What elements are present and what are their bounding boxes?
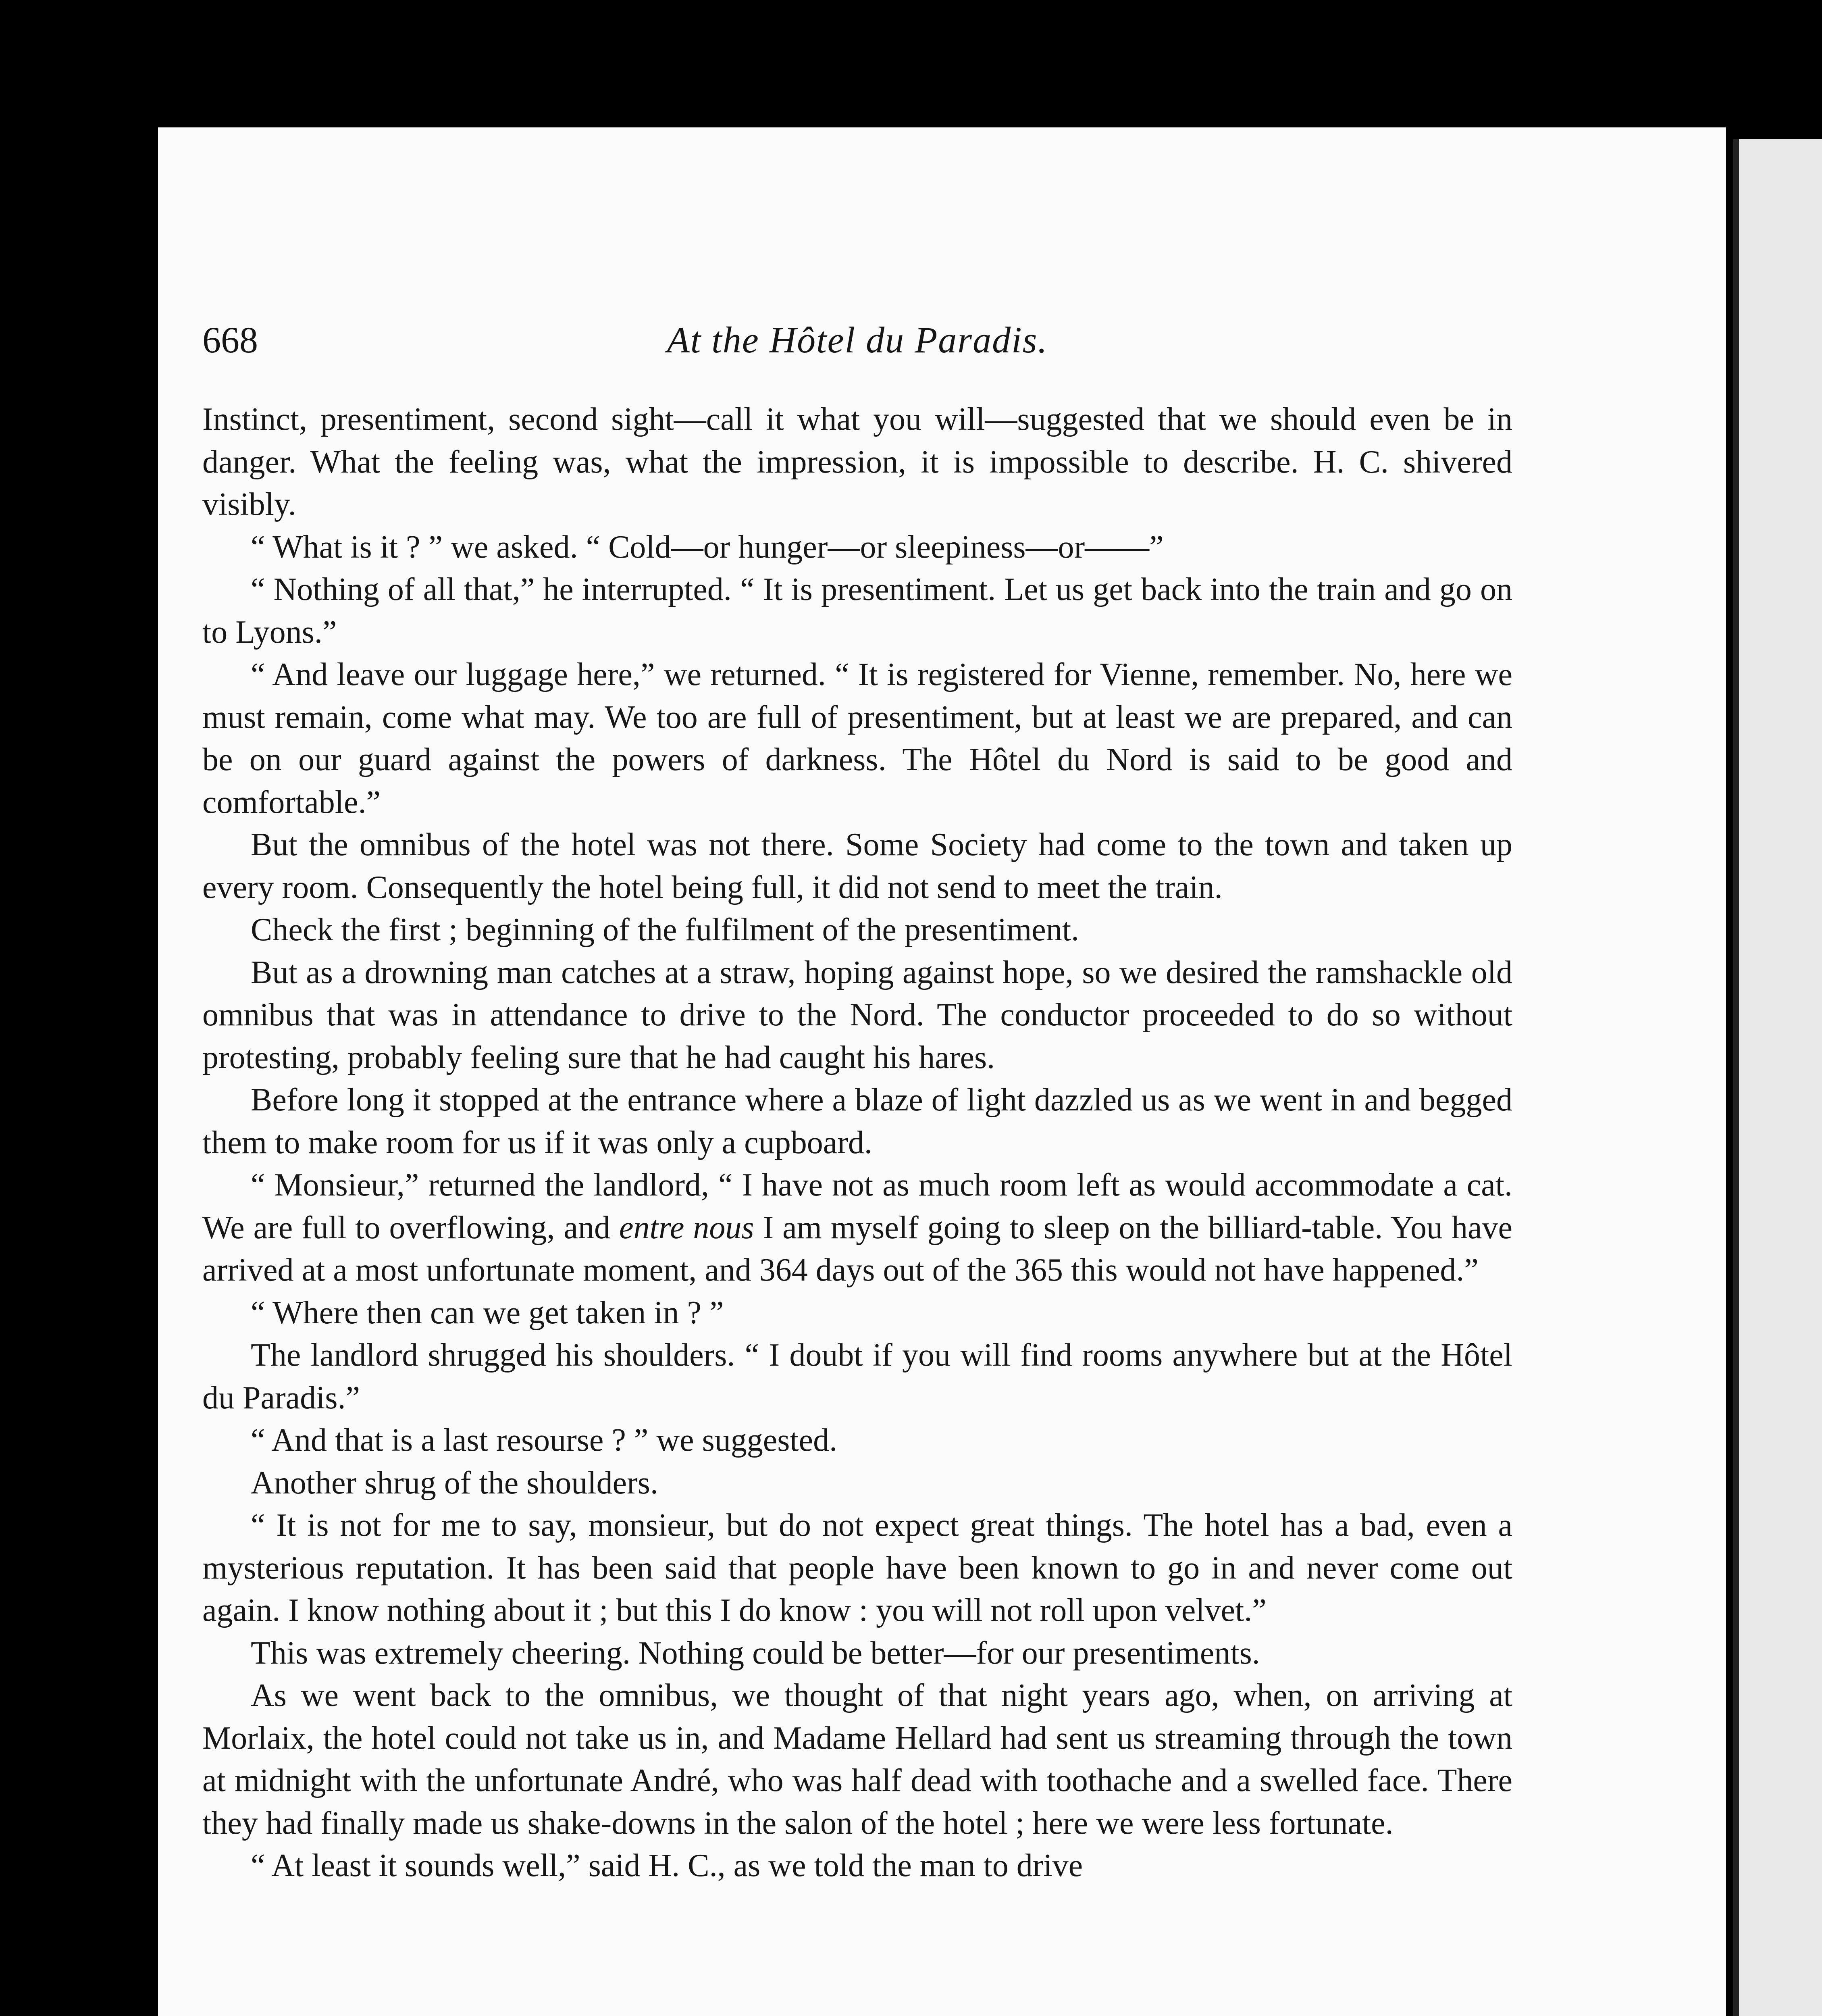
paragraph: Instinct, presentiment, second sight—call it what you will—suggested that we should even be in danger. What the feeling was, what the impression, it is impossible to describe. H. C. shivered visibly. <box>202 402 1512 522</box>
paragraph: “ Nothing of all that,” he interrupted. “ It is presentiment. Let us get back into the train and go on to Lyons.” <box>202 572 1512 650</box>
paragraph: “ And that is a last resourse ? ” we suggested. <box>251 1422 838 1458</box>
paragraph: “ It is not for me to say, monsieur, but do not expect great things. The hotel has a bad, even a mysterious reputation. It has been said that people have been known to go in and never come out again. I know nothing about it ; but this I do know : you will not roll upon velvet.” <box>202 1508 1512 1628</box>
paragraph: “ What is it ? ” we asked. “ Cold—or hunger—or sleepiness—or——” <box>251 529 1164 565</box>
paragraph: This was extremely cheering. Nothing could be better—for our presentiments. <box>251 1635 1260 1671</box>
running-title: At the Hôtel du Paradis. <box>667 319 1048 360</box>
text-run: I am myself going to sleep on the billiard-table. You have arrived at a most unfortunate moment, and 364 days out of the 365 this would not have happened.” <box>202 1210 1513 1288</box>
paragraph: “ At least it sounds well,” said H. C., as we told the man to drive <box>251 1848 1083 1883</box>
page-number: 668 <box>202 319 258 360</box>
italic-phrase: entre nous <box>619 1210 754 1245</box>
paragraph: “ And leave our luggage here,” we returned. “ It is registered for Vienne, remember. No, here we must remain, come what may. We too are full of presentiment, but at least we are prepared, and can be on our guard against the powers of darkness. The Hôtel du Nord is said to be good and comfortable.” <box>202 657 1512 820</box>
paragraph: But the omnibus of the hotel was not there. Some Society had come to the town and taken up every room. Consequently the hotel being full, it did not send to meet the train. <box>202 827 1512 905</box>
paragraph: Before long it stopped at the entrance where a blaze of light dazzled us as we went in and begged them to make room for us if it was only a cupboard. <box>202 1082 1512 1160</box>
paragraph: But as a drowning man catches at a straw, hoping against hope, so we desired the ramshackle old omnibus that was in attendance to drive to the Nord. The conductor proceeded to do so without protesting, probably feeling sure that he had caught his hares. <box>202 954 1512 1075</box>
paragraph: As we went back to the omnibus, we thought of that night years ago, when, on arriving at Morlaix, the hotel could not take us in, and Madame Hellard had sent us streaming through the town at midnight with the unfortunate André, who was half dead with toothache and a swelled face. There they had finally made us shake-downs in the salon of the hotel ; here we were less fortunate. <box>202 1678 1512 1841</box>
paragraph: The landlord shrugged his shoulders. “ I doubt if you will find rooms anywhere but at the Hôtel du Paradis.” <box>202 1337 1512 1416</box>
text-run: “ Monsieur,” returned the landlord, “ I have not as much room left as would accommodate a cat. We are full to overflowing, and <box>202 1167 1512 1245</box>
paragraph: Check the first ; beginning of the fulfilment of the presentiment. <box>251 912 1079 948</box>
paragraph: Another shrug of the shoulders. <box>251 1465 658 1501</box>
paragraph: “ Where then can we get taken in ? ” <box>251 1295 724 1331</box>
body-text <box>202 398 1512 2016</box>
page-header <box>202 319 1512 375</box>
facing-page-edge <box>1733 139 1822 2016</box>
landlord-paragraph <box>202 1164 1512 1292</box>
